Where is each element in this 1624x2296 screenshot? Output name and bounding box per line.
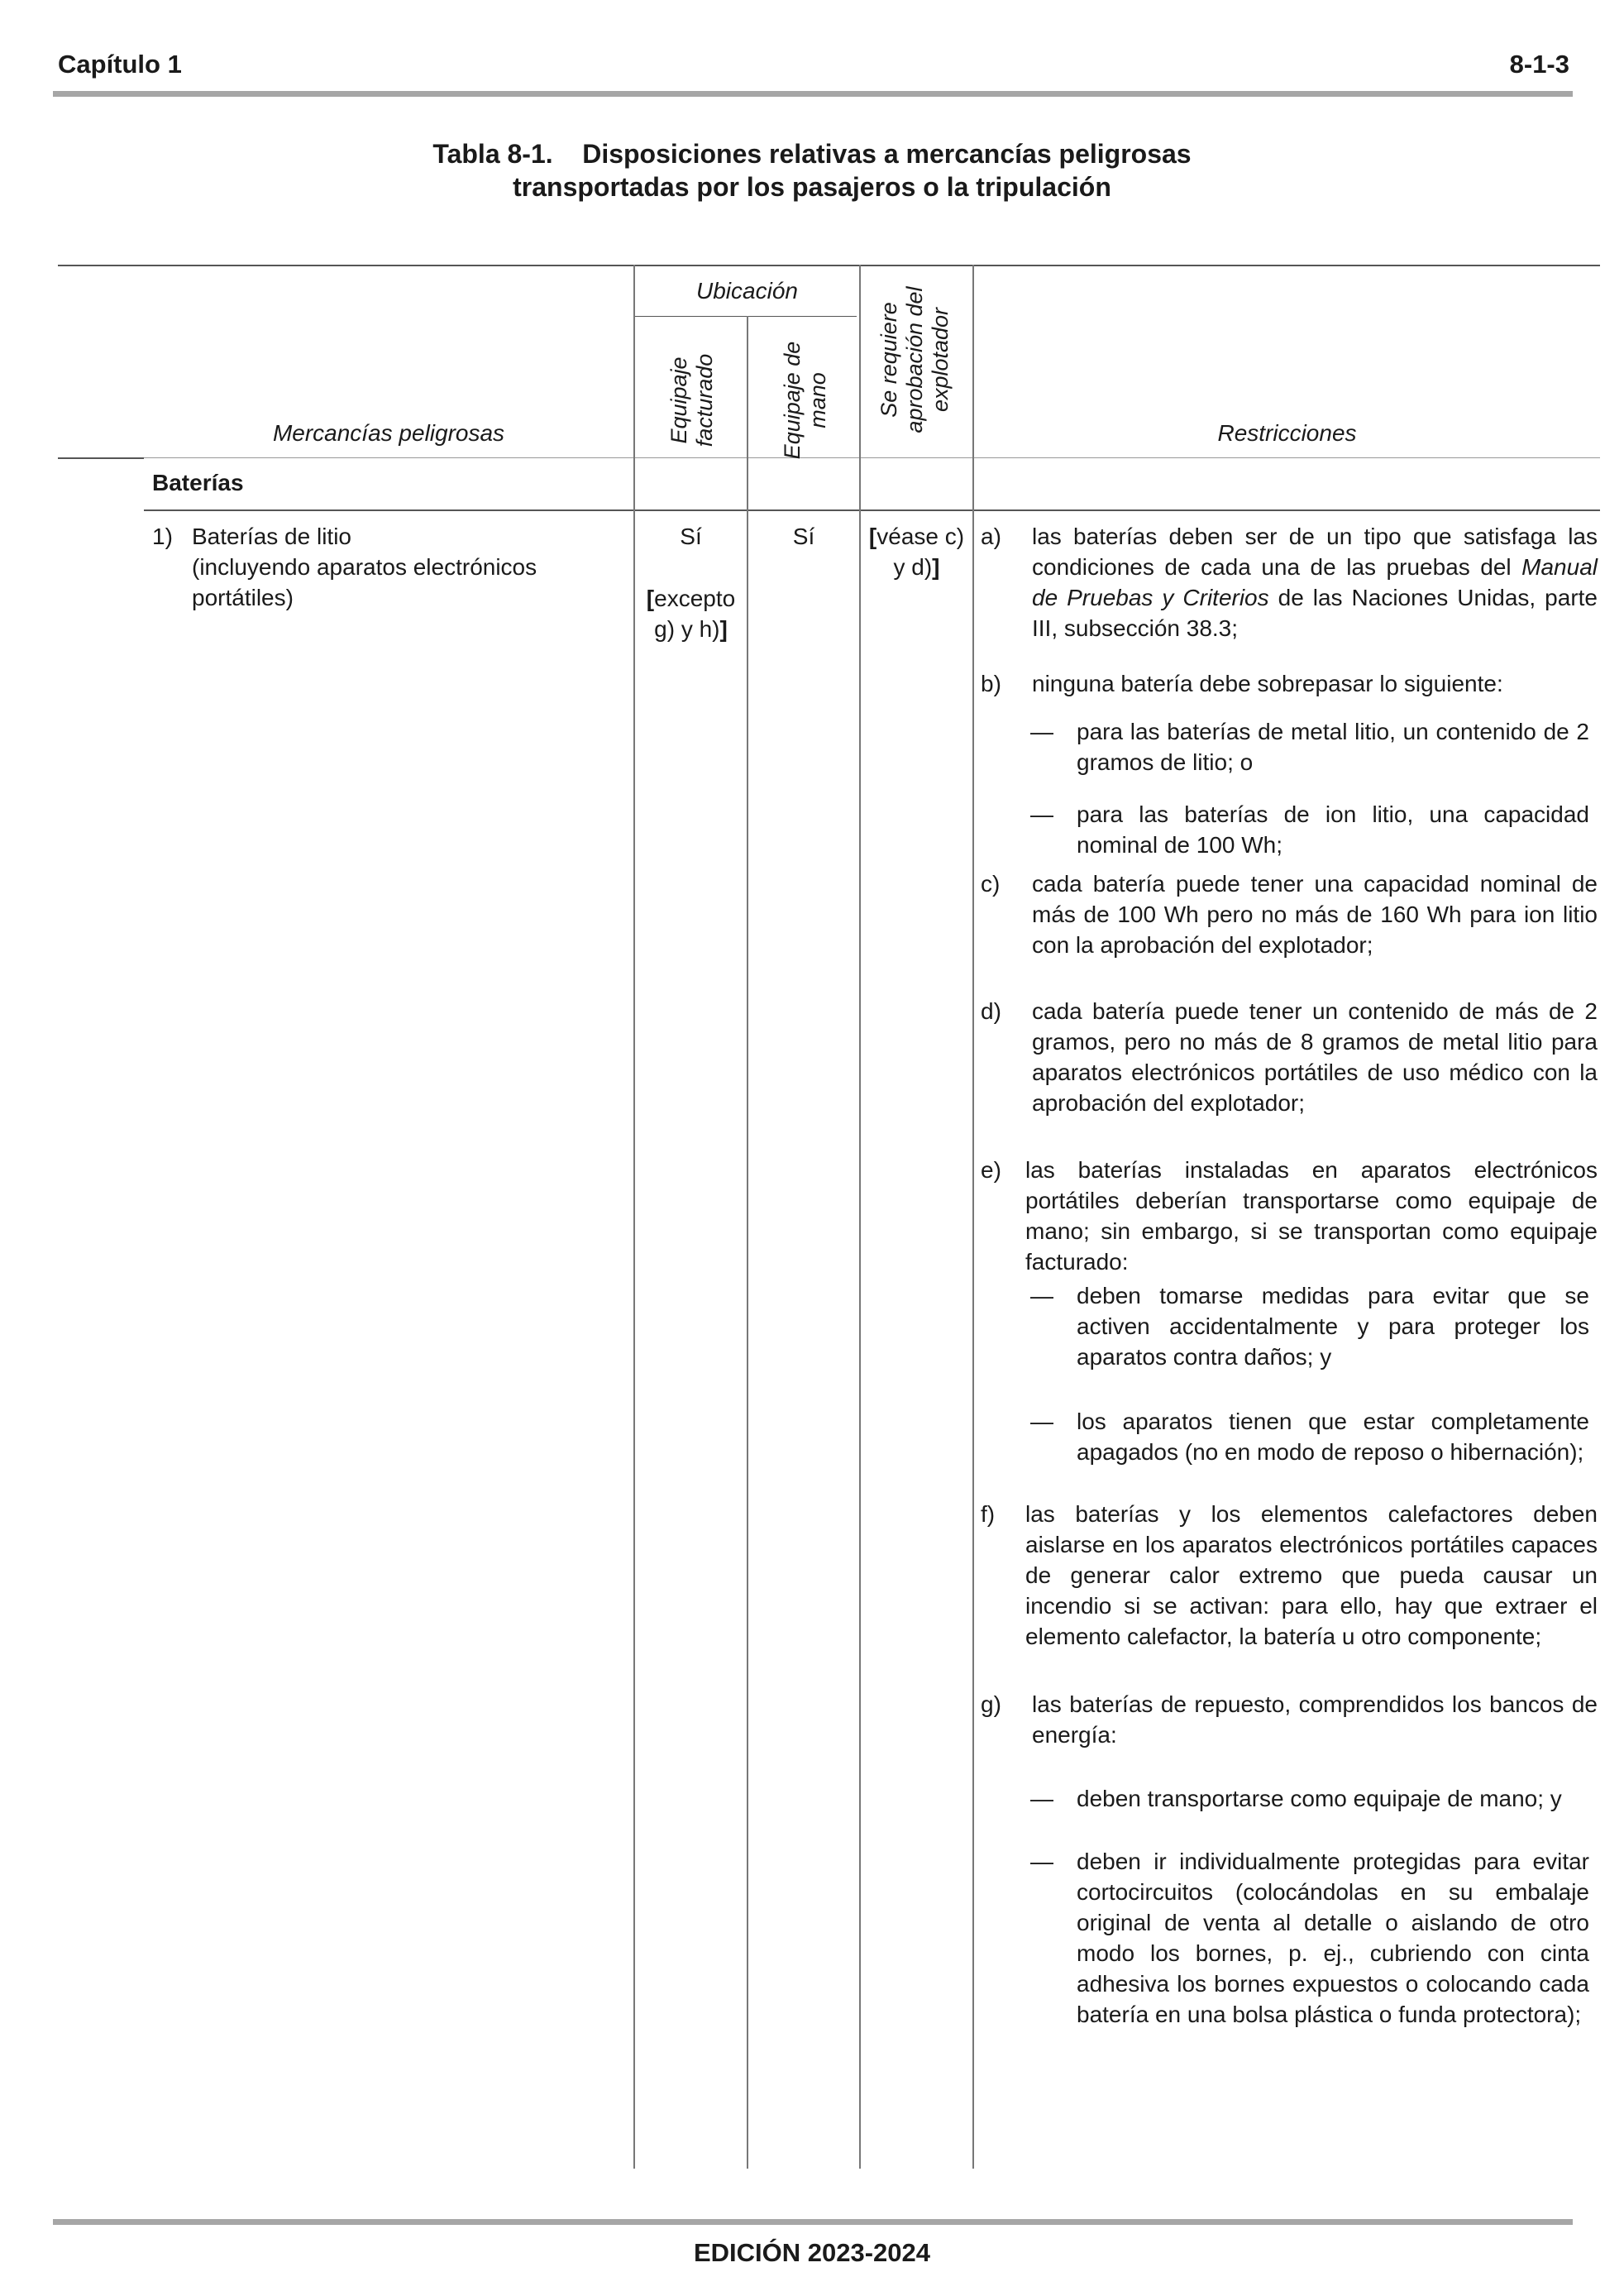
restriction-a-post: de las Naciones Unidas, parte III, subsección 38.3; — [1032, 585, 1598, 641]
approval-text2-line — [861, 552, 972, 582]
restriction-f-label: f) — [981, 1501, 996, 1527]
table-title-line1: Tabla 8-1. Disposiciones relativas a mercancías peligrosas — [432, 139, 1192, 169]
page-reference: 8-1-3 — [1509, 50, 1569, 79]
column-divider-4 — [972, 265, 974, 2169]
header-rule — [53, 91, 1573, 97]
restriction-g2-dash: — — [1030, 1849, 1053, 1874]
row-goods — [192, 521, 630, 613]
restriction-g: las baterías de repuesto, comprendidos los bancos de energía: — [1032, 1691, 1598, 1748]
restriction-g1: deben transportarse como equipaje de mano; y — [1077, 1786, 1562, 1811]
restriction-d: cada batería puede tener un contenido de más de 2 gramos, pero no más de 8 gramos de metal litio para aparatos electrónicos portátiles de uso médico con la aprobación del explotador; — [1032, 998, 1598, 1116]
restriction-e2-dash: — — [1030, 1409, 1053, 1434]
restriction-g2: deben ir individualmente protegidas para evitar cortocircuitos (colocándolas en su embalaje original de venta al detalle o aislando de otro modo los bornes, p. ej., cubriendo con cinta adhesiva los bornes expuestos o colocando cada batería en una bolsa plástica o funda protectora); — [1077, 1849, 1589, 2027]
column-header-approval — [876, 252, 956, 467]
restriction-a-label: a) — [981, 524, 1001, 549]
checked-baggage-exception2 — [635, 614, 747, 644]
carry-on-line1: Equipaje de — [780, 341, 805, 460]
footer-rule — [53, 2219, 1573, 2225]
restriction-f: las baterías y los elementos calefactores deben aislarse en los aparatos electrónicos portátiles capaces de generar calor extremo que pueda causar un incendio si se activan: para ello, hay que extraer el elemento calefactor, la batería u otro componente; — [1025, 1501, 1598, 1649]
checked-baggage-line2: facturado — [692, 353, 717, 447]
restriction-e1: deben tomarse medidas para evitar que se activen accidentalmente y para proteger los aparatos contra daños; y — [1077, 1283, 1589, 1370]
approval-bracket-open: [ — [868, 524, 877, 549]
section-rule — [144, 509, 1600, 511]
column-header-restrictions: Restricciones — [1217, 420, 1357, 446]
restriction-b-label: b) — [981, 671, 1001, 696]
carry-on-value: Sí — [792, 524, 815, 549]
approval-text2: y d) — [893, 554, 933, 580]
approval-text: véase c) — [876, 524, 965, 549]
exception-text2: g) y h) — [654, 616, 720, 642]
restriction-e-label: e) — [981, 1157, 1001, 1183]
restriction-g1-dash: — — [1030, 1786, 1053, 1811]
edition-footer: EDICIÓN 2023-2024 — [693, 2238, 931, 2267]
table-title-line2: transportadas por los pasajeros o la tripulación — [513, 172, 1111, 202]
checked-baggage-exception — [635, 583, 747, 614]
exception-text: excepto — [654, 586, 736, 611]
restriction-a — [1032, 521, 1598, 643]
checked-baggage-line1: Equipaje — [666, 356, 691, 444]
approval-value — [861, 521, 972, 582]
carry-on-line2: mano — [805, 372, 830, 428]
restriction-c-label: c) — [981, 871, 1001, 897]
header-bottom-rule-left — [58, 457, 144, 459]
restriction-b1-dash: — — [1030, 719, 1053, 744]
approval-line3: explotador — [928, 307, 953, 413]
restriction-b1: para las baterías de metal litio, un contenido de 2 gramos de litio; o — [1077, 719, 1589, 775]
column-header-goods: Mercancías peligrosas — [272, 420, 505, 446]
checked-baggage-yes: Sí — [680, 524, 702, 549]
column-divider-2 — [747, 316, 748, 2169]
row-goods-sub: (incluyendo aparatos electrónicos portátiles) — [192, 554, 537, 610]
restriction-e1-dash: — — [1030, 1283, 1053, 1308]
column-header-location: Ubicación — [696, 278, 798, 304]
exception-bracket-close: ] — [719, 616, 728, 642]
approval-bracket-close: ] — [932, 554, 940, 580]
row-goods-name: Baterías de litio — [192, 524, 351, 549]
restriction-e: las baterías instaladas en aparatos electrónicos portátiles deberían transportarse como equipaje de mano; sin embargo, si se transportan como equipaje facturado: — [1025, 1157, 1598, 1275]
column-header-checked-baggage — [666, 293, 719, 508]
chapter-label: Capítulo 1 — [58, 50, 182, 79]
table-top-rule — [58, 265, 1600, 266]
restriction-a-pre: las baterías deben ser de un tipo que satisfaga las condiciones de cada una de las pruebas del — [1032, 524, 1598, 580]
restriction-b2: para las baterías de ion litio, una capacidad nominal de 100 Wh; — [1077, 801, 1589, 858]
header-bottom-rule — [144, 457, 1600, 458]
restriction-d-label: d) — [981, 998, 1001, 1024]
restriction-e2: los aparatos tienen que estar completamente apagados (no en modo de reposo o hibernación); — [1077, 1409, 1589, 1465]
exception-bracket-open: [ — [646, 586, 655, 611]
restriction-a-italic: Manual de Pruebas y Criterios — [1032, 554, 1598, 610]
restriction-b: ninguna batería debe sobrepasar lo siguiente: — [1032, 671, 1503, 696]
checked-baggage-value — [635, 521, 747, 644]
table-title — [0, 137, 1624, 203]
restriction-g-label: g) — [981, 1691, 1001, 1717]
restriction-b2-dash: — — [1030, 801, 1053, 827]
section-heading: Baterías — [152, 470, 244, 495]
approval-line1: Se requiere — [876, 302, 901, 418]
approval-line2: aprobación del — [902, 286, 927, 433]
column-header-carry-on — [780, 293, 833, 508]
row-number: 1) — [152, 524, 173, 549]
approval-text1 — [861, 521, 972, 552]
restriction-c: cada batería puede tener una capacidad nominal de más de 100 Wh pero no más de 160 Wh para ion litio con la aprobación del explotador; — [1032, 871, 1598, 958]
